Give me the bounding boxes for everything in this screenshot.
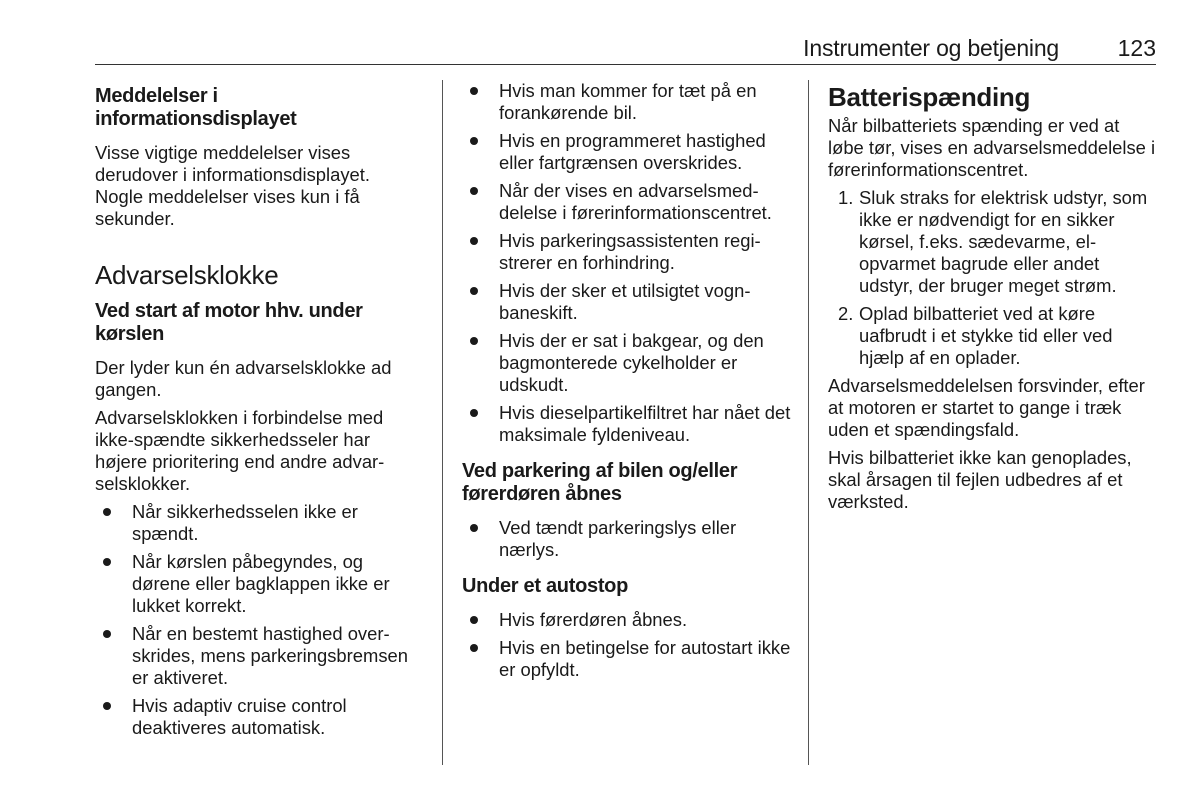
heading-autostop: Under et autostop <box>462 575 629 597</box>
bullet-icon <box>470 409 478 417</box>
bullet-icon <box>470 524 478 532</box>
bullet-icon <box>103 630 111 638</box>
bullet-icon <box>470 616 478 624</box>
heading-advarselsklokke: Advarselsklokke <box>95 260 279 290</box>
bullet-list-autostop <box>462 609 792 681</box>
paragraph-genoplades: Hvis bilbatteriet ikke kan genoplades, skal årsagen til fejlen udbedres af et værksted. <box>828 447 1132 512</box>
bullet-list-2 <box>462 80 792 446</box>
paragraph-meddelelser: Visse vigtige meddelelser vises derudover i informationsdisplayet. Nogle meddelelser vises kun i få sekunder. <box>95 142 370 229</box>
list-item: Hvis der er sat i bakgear, og den bagmonterede cykelholder er udskudt. <box>462 330 792 396</box>
heading-meddelelser: Meddelelser i informationsdisplayet <box>95 85 297 130</box>
bullet-list-1 <box>95 501 423 739</box>
list-item: Hvis parkeringsassistenten registrerer en forhindring. <box>462 230 792 274</box>
list-item: 1. Sluk straks for elektrisk udstyr, som ikke er nødvendigt for en sikker kørsel, f.eks. sædevarme, el-opvarmet bagrude eller andet udstyr, der bruger meget strøm. <box>838 187 1148 296</box>
list-item: Hvis adaptiv cruise control deaktiveres automatisk. <box>95 695 423 739</box>
list-item: Ved tændt parkeringslys eller nærlys. <box>462 517 792 561</box>
header-title: Instrumenter og betjening <box>803 35 1059 61</box>
bullet-icon <box>103 508 111 516</box>
paragraph-1: Der lyder kun én advarselsklokke ad gangen. <box>95 357 392 400</box>
bullet-icon <box>470 87 478 95</box>
bullet-list-parkering <box>462 517 792 561</box>
list-item: Når sikkerhedsselen ikke er spændt. <box>95 501 423 545</box>
bullet-icon <box>103 702 111 710</box>
paragraph-intro: Når bilbatteriets spænding er ved at løbe tør, vises en advarselsmeddelelse i førerinformationscentret. <box>828 115 1156 180</box>
page-header <box>95 28 1156 65</box>
list-item: Når en bestemt hastighed overskrides, mens parkeringsbremsen er aktiveret. <box>95 623 423 689</box>
paragraph-forsvinder: Advarselsmeddelelsen forsvinder, efter at motoren er startet to gange i træk uden et spændingsfald. <box>828 375 1145 440</box>
heading-start: Ved start af motor hhv. under kørslen <box>95 300 363 345</box>
list-item: Hvis dieselpartikelfiltret har nået det maksimale fyldeniveau. <box>462 402 792 446</box>
column-3 <box>828 82 1158 519</box>
list-item: Hvis førerdøren åbnes. <box>462 609 792 631</box>
heading-parkering: Ved parkering af bilen og/eller førerdøren åbnes <box>462 460 738 505</box>
column-divider-1 <box>442 80 443 765</box>
numbered-list <box>828 187 1158 369</box>
list-item: Hvis en programmeret hastighed eller fartgrænsen overskrides. <box>462 130 792 174</box>
paragraph-2: Advarselsklokken i forbindelse med ikke-spændte sikkerhedsseler har højere prioritering end andre advarselsklokker. <box>95 407 385 494</box>
heading-batteri: Batterispænding <box>828 82 1031 112</box>
list-item: Når der vises en advarselsmeddelelse i førerinformationscentret. <box>462 180 792 224</box>
bullet-icon <box>470 644 478 652</box>
column-1 <box>95 85 423 753</box>
bullet-icon <box>103 558 111 566</box>
list-item: Når kørslen påbegyndes, og dørene eller bagklappen ikke er lukket korrekt. <box>95 551 423 617</box>
bullet-icon <box>470 337 478 345</box>
bullet-icon <box>470 137 478 145</box>
bullet-icon <box>470 237 478 245</box>
bullet-icon <box>470 187 478 195</box>
list-item: Hvis en betingelse for autostart ikke er opfyldt. <box>462 637 792 681</box>
column-2 <box>462 80 792 695</box>
column-divider-2 <box>808 80 809 765</box>
list-item: 2. Oplad bilbatteriet ved at køre uafbrudt i et stykke tid eller ved hjælp af en oplader. <box>838 303 1113 368</box>
list-item: Hvis man kommer for tæt på en forankørende bil. <box>462 80 792 124</box>
list-item: Hvis der sker et utilsigtet vognbaneskift. <box>462 280 792 324</box>
bullet-icon <box>470 287 478 295</box>
page-number: 123 <box>1117 35 1156 61</box>
